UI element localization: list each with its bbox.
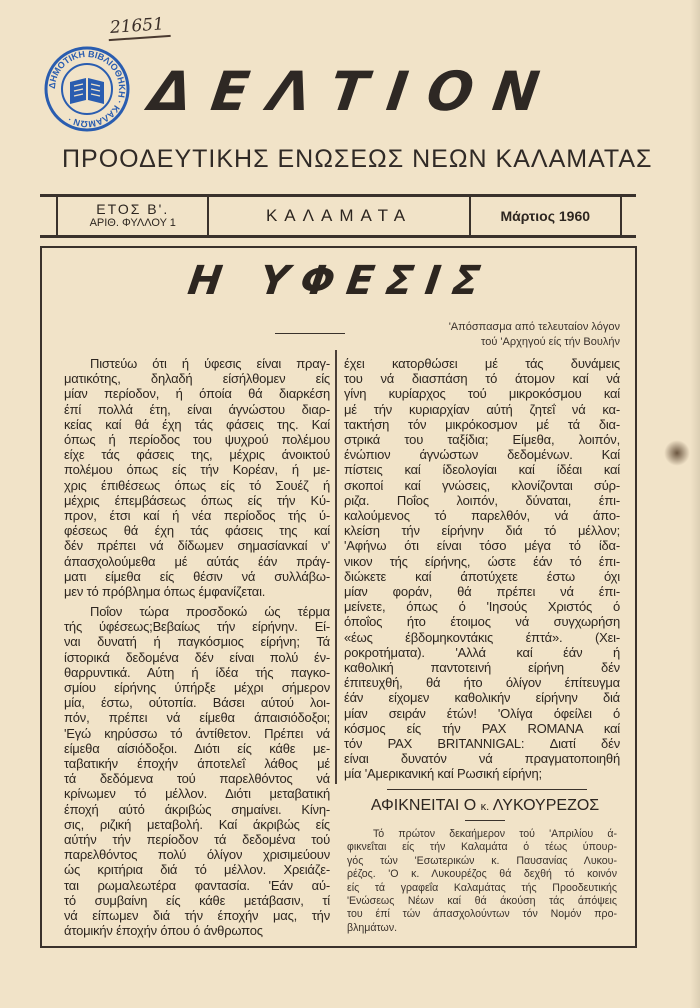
text-line: πόν, πρέπει νά είμεθα άπαισιόδοξοι; [64,710,330,726]
open-book-icon [70,78,104,104]
text-line: του νά διασπάση τό άτομον καί νά [344,371,620,387]
text-line: κλείση τήν είρήνην διά τό μέλλον; [344,523,620,539]
text-line: άτομικήν έποχήν όπου ό άνθρωπος [64,923,263,939]
text-line: τό συμβαίνη είς κάθε μετάβασιν, τί [64,892,330,908]
issue-info [56,197,207,235]
text-line: ται ρωμαλεωτέρα φαντασία. 'Εάν αύ- [64,877,330,893]
headline-part: ΛΥΚΟΥΡΕΖΟΣ [492,797,600,814]
text-line: τακτήση τόν μικρόκοσμον μέ τά δια- [344,416,620,432]
masthead-info-bar [40,194,636,238]
text-line: είναι δυνατόν νά πραγματοποιηθή [344,751,620,767]
news-body [347,828,617,935]
text-line: φέσεως θά έχη τάς φάσεις της καί [64,523,330,539]
text-line: 'Εγώ κηρύσσω τό άντίθετον. Πρέπει νά [64,725,330,741]
text-line: θαρρυντικά. Αύτη ή ίδέα τής παγκο- [64,664,330,680]
text-line: ματι είμεθα είς θέσιν νά συλλάβω- [64,568,330,584]
text-line: μείνετε, όπως ό 'Ιησούς Χριστός ό [344,599,620,615]
text-line: 'Ενώσεως Νέων καί θά άκούση τάς άπόψεις [347,895,617,908]
text-line: χρις έπιθέσεως όπως είς τό Σουέζ ή [64,477,330,493]
text-line: νικον τής είρήνης, ώστε έάν τό έπι- [344,553,620,569]
text-line: 'Αφήνω ότι είναι τόσο μέγα τό ίδα- [344,538,620,554]
text-line: βλημάτων. [347,921,398,934]
news-separator [387,789,587,790]
text-line: σμίου είρήνης ύπήρξε μέχρι σήμερον [64,680,330,696]
text-line: κείας καί θά έχη τάς φάσεις της. Καί [64,416,330,432]
text-line: μίαν σειράν έτών! 'Ολίγα όφείλει ό [344,705,620,721]
text-line: ταβατικήν έποχήν άποτελεΐ λάθος μέ [64,756,330,772]
text-line: μία 'Αμερικανική καί Ρωσική είρήνη; [344,766,542,782]
text-line: σκοποί καί γνώσεις, κλονίζονται σύρ- [344,477,620,493]
handwritten-catalog-number: 21651 [107,14,171,41]
text-line: όποΐος ήτο έτοιμος νά συγχωρήση [344,614,620,630]
title-underline [275,333,345,334]
year-label: ΕΤΟΣ Β'. [96,201,170,217]
text-line: «έως έβδομηκοντάκις έπτά». (Χει- [344,629,620,645]
headline-part: ΑΦΙΚΝΕΙΤΑΙ Ο [370,797,477,814]
text-line: ίστορικά δεδομένα δέν είναι πολύ έν- [64,649,330,665]
issue-date: Μάρτιος 1960 [500,208,591,224]
article-right-column [344,356,620,782]
city-name: ΚΑΛΑΜΑΤΑ [265,206,413,225]
text-line: παρελθόντος πολύ όλίγον χρισιμεύουν [64,847,330,863]
text-line: γός τών 'Εσωτερικών κ. Παυσανίας Λυκου- [347,854,617,867]
text-line: είμεθα αίσιόδοξοι. Διότι είς κάθε με- [64,740,330,756]
text-line: ώς κριτήρια διά τό μέλλον. Χρειάζε- [64,862,330,878]
text-line: έπιτευχθή, θά ήτο όλίγον έπίτευγμα [344,675,620,691]
text-line: έπί πολλά έτη, είναι άγνώστου διαρ- [64,401,330,417]
paper-edge [690,0,700,1008]
text-line: σις, ριζική μεταβολή. Καί άκριβώς είς [64,816,330,832]
text-line: μία, έστω, ούτοπία. Βάσει αύτού λοι- [64,695,330,711]
city-cell [207,197,468,235]
excerpt-line: 'Απόσπασμα από τελευταίον λόγον [448,321,620,333]
text-line: άπασχολούμεθα μέ αύτάς έάν πράγ- [64,553,330,569]
paper-stain [664,440,690,466]
article-left-paragraph-1 [64,356,330,599]
text-line: αύτήν τήν περίοδον τά δεδομένα τού [64,832,330,848]
text-line: τά δεδόμενα τού παρελθόντος νά [64,771,330,787]
text-line: γίνη κυρίαρχος τού μικροκόσμου καί [344,386,620,402]
news-headline [337,796,633,817]
text-line: νά είπωμεν διά τήν έποχήν μας, τήν [64,908,330,924]
text-line: ρέζος. 'Ο κ. Λυκουρέζος θά δεχθή τό κοινόν [347,868,617,881]
text-line: διώκετε καί άποτύχετε έστω όχι [344,568,620,584]
text-line: ένώπιον άγνώστων δεδομένων. Καί [344,447,620,463]
library-stamp-seal [44,46,130,132]
headline-underline [465,820,505,821]
newspaper-title: ΔΕΛΤΙΟΝ [145,60,563,123]
text-line: είχε τάς φάσεις της, μέχρις άνοικτού [64,447,330,463]
text-line: Ποΐον τώρα προσδοκώ ώς τέρμα [90,604,330,619]
text-line: στρικά του ταξίδια; Είμεθα, λοιπόν, [344,432,620,448]
text-line: έποχή αύτό άκριβώς σημαίνει. Κίνη- [64,801,330,817]
text-line: ροκροτήματα). 'Αλλά καί έάν ή [344,644,620,660]
newspaper-subtitle: ΠΡΟΟΔΕΥΤΙΚΗΣ ΕΝΩΣΕΩΣ ΝΕΩΝ ΚΑΛΑΜΑΤΑΣ [62,145,653,173]
text-line: έάν είχομεν καθολικήν είρήνην διά [344,690,620,706]
text-line: όπως ή περίοδος του ψυχρού πολέμου [64,432,330,448]
text-line: κρίνωμεν τό μέλλον. Διότι μεταβατική [64,786,330,802]
article-title: Η ΥΦΕΣΙΣ [185,258,495,304]
date-cell [469,197,622,235]
svg-text:ΔΗΜΟΤΙΚΗ ΒΙΒΛΙΟΘΗΚΗ · ΚΑΛΑΜΩΝ: ΔΗΜΟΤΙΚΗ ΒΙΒΛΙΟΘΗΚΗ · ΚΑΛΑΜΩΝ · [46,48,128,130]
text-line: ριζα. Ποΐος λοιπόν, δύναται, έπι- [344,492,620,508]
excerpt-note [380,320,620,350]
text-line: τόν PAX BRITANNIGAL: Διατί δέν [344,736,620,752]
text-line: είς τά γραφεΐα Καλαμάτας τής Προοδευτικής [347,881,617,894]
text-line: μέ τήν κυριαρχίαν αύτή ζητεΐ νά κα- [344,401,620,417]
library-stamp [44,46,130,132]
text-line: Τό πρώτον δεκαήμερον τού 'Απριλίου ά- [373,828,617,840]
text-line: φικνεΐται είς τήν Καλαμάτα ό τέως ύπουρ- [347,841,617,854]
headline-part: κ. [480,801,490,813]
text-line: έχει κατορθώσει μέ τάς δυνάμεις [344,356,620,371]
column-divider [335,350,337,784]
text-line: ναι δυνατή ή παγκόσμιος είρήνη; Τά [64,634,330,650]
text-line: καθολική παντοτεινή είρήνη δέν [344,660,620,676]
text-line: μέχρις έπεμβάσεως όπως είς τήν Κύ- [64,492,330,508]
text-line: μίαν περίοδον, ή όποία θά διαρκέση [64,386,330,402]
text-line: δέν πρέπει νά δίδωμεν σημασίανκαί ν' [64,538,330,554]
text-line: Πιστεύω ότι ή ύφεσις είναι πραγ- [90,356,330,371]
text-line: τής ύφέσεως;Βεβαίως τήν είρήνην. Εί- [64,619,330,635]
issue-number: ΑΡΙΘ. ΦΥΛΛΟΥ 1 [89,217,176,229]
news-brief [337,786,633,942]
text-line: μεν τό πρόβλημα όπως έμφανίζεται. [64,584,266,600]
article-left-paragraph-2 [64,604,330,938]
excerpt-line: τού 'Αρχηγού είς τήν Βουλήν [481,336,620,348]
text-line: του έπί τών άπασχολούντων τόν Νομόν προ- [347,908,617,921]
text-line: προν, έτσι καί ή νέα περίοδος τής ύ- [64,508,330,524]
text-line: ματικότης, δηλαδή είσήλθομεν είς [64,371,330,387]
text-line: κόσμος είς τήν PAX ROMANA καί [344,720,620,736]
text-line: πίστεις καί ίδεολογίαι καί ίδέαι καί [344,462,620,478]
text-line: πολέμου όπως είς τήν Κορέαν, ή με- [64,462,330,478]
text-line: μίαν φοράν, θά πρέπει νά έπι- [344,584,620,600]
text-line: καλούμενος τό παρελθόν, νά άπο- [344,508,620,524]
